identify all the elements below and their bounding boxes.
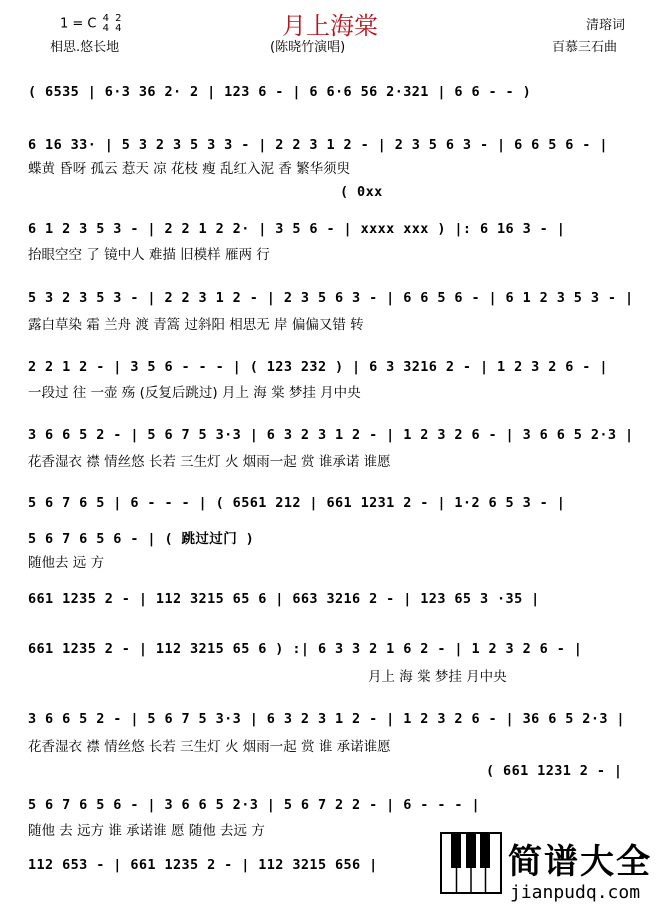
lyric-line-12: 花香湿衣 襟 情丝悠 长若 三生灯 火 烟雨一起 赏 谁 承诺谁愿	[28, 739, 391, 755]
lyric-line-5: 露白草染 霜 兰舟 渡 青篙 过斜阳 相思无 岸 偏偏又错 转	[28, 317, 364, 333]
lyric-line-11: 月上 海 棠 梦挂 月中央	[368, 669, 507, 685]
notation-line-3: ( 0xx	[340, 184, 383, 200]
lyric-line-14: 随他 去 远方 谁 承诺谁 愿 随他 去远 方	[28, 823, 265, 839]
time-signature-1: 4 4	[102, 13, 110, 34]
notation-line-12: 3 6 6 5 2 - | 5 6 7 5 3·3 | 6 3 2 3 1 2 - | 1 2 3 2 6 - | 36 6 5 2·3 |	[28, 711, 625, 727]
piano-keys-icon	[440, 832, 502, 894]
notation-line-14: 5 6 7 6 5 6 - | 3 6 6 5 2·3 | 5 6 7 2 2 - | 6 - - - |	[28, 797, 480, 813]
lyric-line-4: 抬眼空空 了 镜中人 难描 旧模样 雁两 行	[28, 247, 270, 263]
notation-line-7: 3 6 6 5 2 - | 5 6 7 5 3·3 | 6 3 2 3 1 2 - | 1 2 3 2 6 - | 3 6 6 5 2·3 |	[28, 427, 634, 443]
notation-line-13: ( 661 1231 2 - |	[486, 763, 623, 779]
notation-line-5: 5 3 2 3 5 3 - | 2 2 3 1 2 - | 2 3 5 6 3 - | 6 6 5 6 - | 6 1 2 3 5 3 - |	[28, 290, 634, 306]
key-signature: 1 = C 4 4 2 4	[60, 13, 122, 34]
notation-line-6: 2 2 1 2 - | 3 5 6 - - - | ( 123 232 ) | 6 3 3216 2 - | 1 2 3 2 6 - |	[28, 359, 608, 375]
notation-line-1: ( 6535 | 6·3 36 2· 2 | 123 6 - | 6 6·6 56 2·321 | 6 6 - - )	[28, 84, 532, 100]
lyric-line-9: 随他去 远 方	[28, 555, 105, 571]
notation-line-10: 661 1235 2 - | 112 3215 65 6 | 663 3216 2 - | 123 65 3 ·35 |	[28, 591, 540, 607]
composer: 百慕三石曲	[552, 40, 618, 55]
lyric-line-2: 蝶黄 昏呀 孤云 惹天 凉 花枝 瘦 乱红入泥 香 繁华须臾	[28, 161, 351, 177]
notation-line-4: 6 1 2 3 5 3 - | 2 2 1 2 2· | 3 5 6 - | xxxx xxx ) |: 6 16 3 - |	[28, 221, 566, 237]
lyric-line-7: 花香湿衣 襟 情丝悠 长若 三生灯 火 烟雨一起 赏 谁承诺 谁愿	[28, 454, 391, 470]
notation-line-15: 112 653 - | 661 1235 2 - | 112 3215 656 |	[28, 857, 378, 873]
time-signature-2: 2 4	[115, 13, 122, 34]
site-watermark	[440, 832, 660, 911]
notation-line-11: 661 1235 2 - | 112 3215 65 6 ) :| 6 3 3 2 1 6 2 - | 1 2 3 2 6 - |	[28, 641, 583, 657]
notation-line-8: 5 6 7 6 5 | 6 - - - | ( 6561 212 | 661 1231 2 - | 1·2 6 5 3 - |	[28, 495, 566, 511]
song-title: 月上海棠	[282, 12, 378, 40]
performer: (陈晓竹演唱)	[270, 40, 346, 55]
lyric-line-6: 一段过 往 一壶 殇 (反复后跳过) 月上 海 棠 梦挂 月中央	[28, 385, 361, 401]
notation-line-2: 6 16 33· | 5 3 2 3 5 3 3 - | 2 2 3 1 2 - | 2 3 5 6 3 - | 6 6 5 6 - |	[28, 137, 608, 153]
notation-line-9: 5 6 7 6 5 6 - | ( 跳过过门 )	[28, 531, 255, 547]
lyricist: 清瑢词	[586, 18, 626, 33]
watermark-url: jianpudq.com	[510, 882, 641, 903]
expression-mark: 相思.悠长地	[50, 40, 120, 55]
watermark-name: 简谱大全	[508, 842, 652, 882]
